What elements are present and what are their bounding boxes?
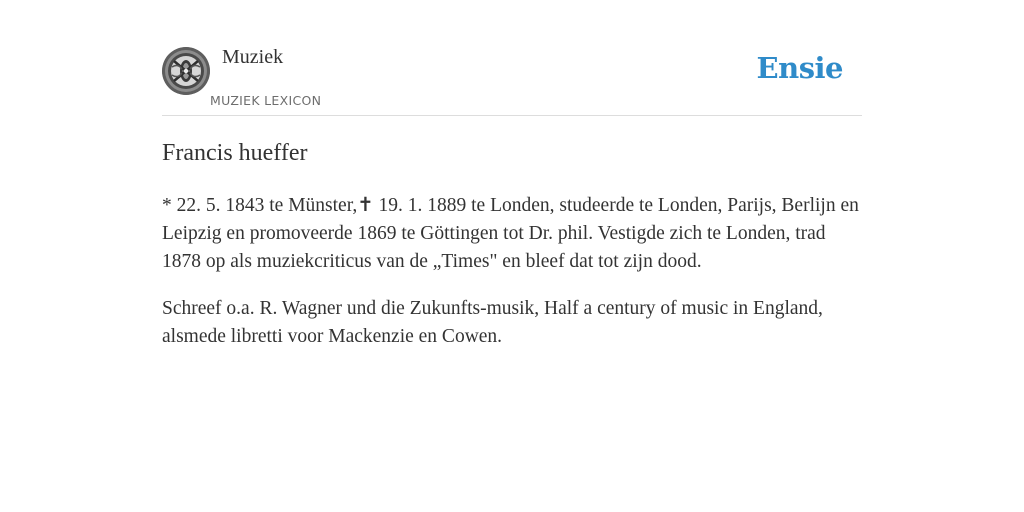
- header: [162, 0, 862, 116]
- page-title: Francis hueffer: [162, 140, 308, 166]
- brand-logo[interactable]: Ensie: [756, 51, 843, 85]
- article-paragraph: * 22. 5. 1843 te Münster,✝ 19. 1. 1889 te Londen, studeerde te Londen, Parijs, Berlijn en Leipzig en promoveerde 1869 te Göttingen tot Dr. phil. Vestigde zich te Londen, trad 1878 op als muziekcriticus van de „Times" en bleef dat tot zijn dood.: [162, 195, 859, 272]
- music-emblem-icon[interactable]: [162, 47, 210, 95]
- subtitle: MUZIEK LEXICON: [210, 93, 322, 108]
- article-paragraph: Schreef o.a. R. Wagner und die Zukunfts-musik, Half a century of music in England, alsmede libretti voor Mackenzie en Cowen.: [162, 298, 823, 347]
- article-body: [162, 192, 862, 370]
- category-link[interactable]: Muziek: [222, 46, 284, 68]
